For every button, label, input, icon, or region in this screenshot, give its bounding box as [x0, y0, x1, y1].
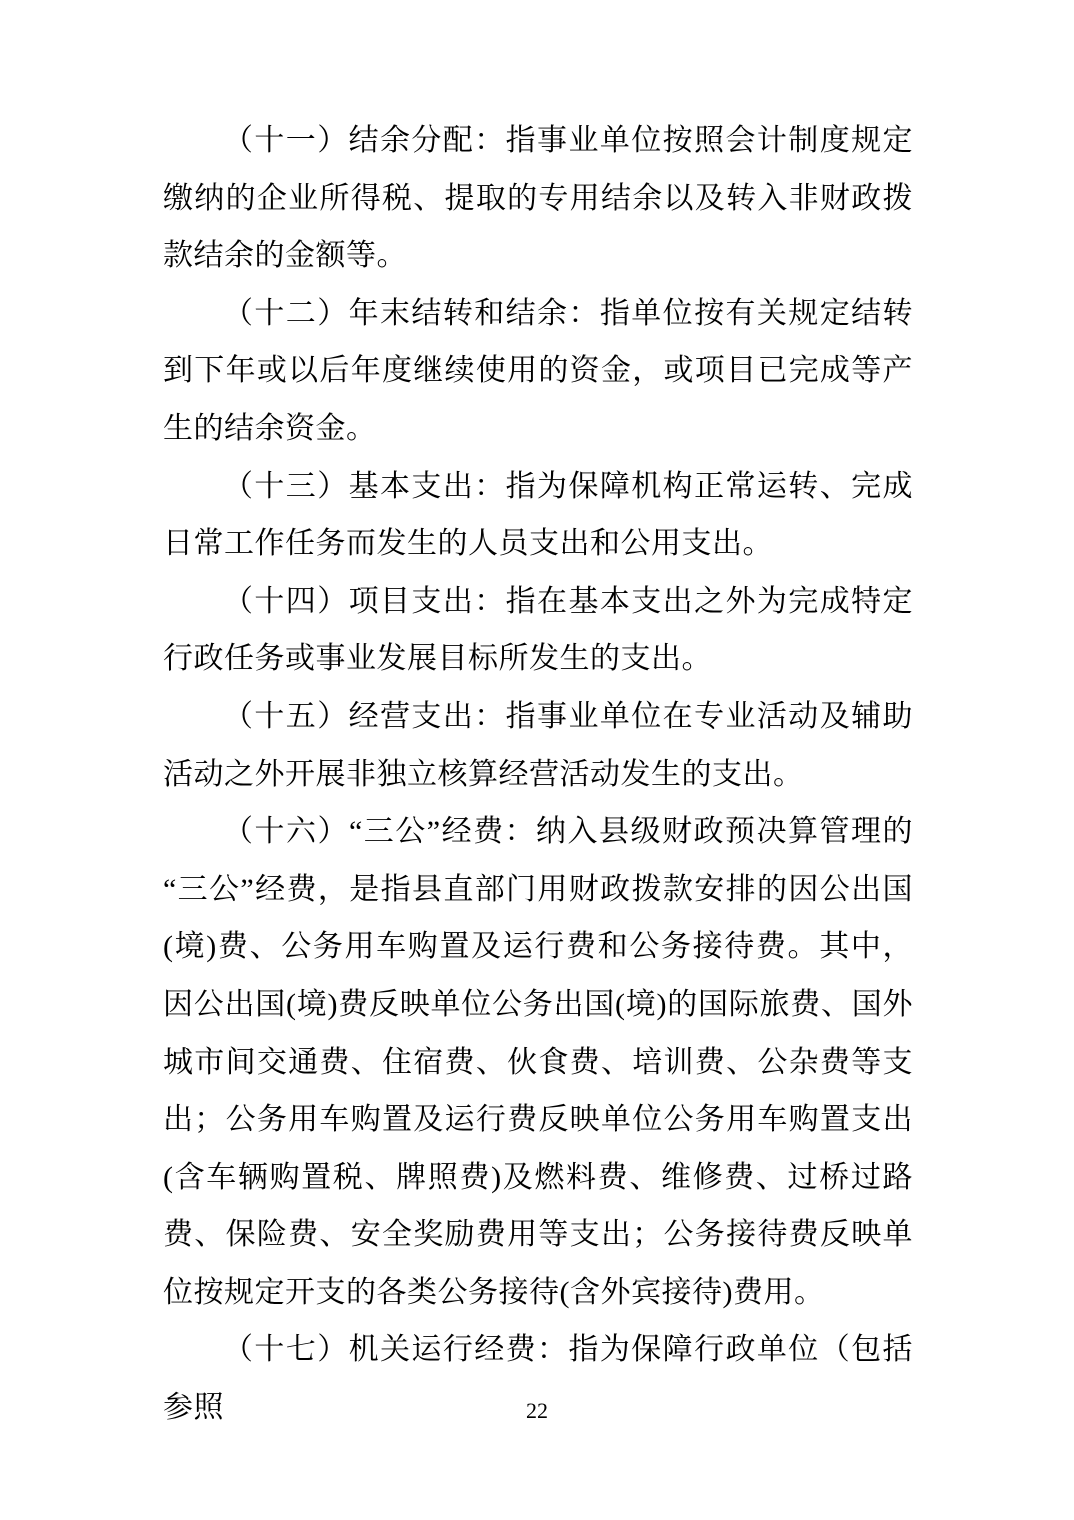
- paragraph-item-14-project-expenditure: （十四）项目支出：指在基本支出之外为完成特定行政任务或事业发展目标所发生的支出。: [163, 584, 913, 676]
- paragraph-item-12-year-end-carryover: （十二）年末结转和结余：指单位按有关规定结转到下年或以后年度继续使用的资金，或项目已完成等产生的结余资金。: [163, 296, 913, 445]
- paragraph-item-16-three-public-funds: （十六）“三公”经费：纳入县级财政预决算管理的“三公”经费，是指县直部门用财政拨款安排的因公出国(境)费、公务用车购置及运行费和公务接待费。其中，因公出国(境)费反映单位公务出国(境)的国际旅费、国外城市间交通费、住宿费、伙食费、培训费、公杂费等支出；公务用车购置及运行费反映单位公务用车购置支出(含车辆购置税、牌照费)及燃料费、维修费、过桥过路费、保险费、安全奖励费用等支出；公务接待费反映单位按规定开支的各类公务接待(含外宾接待)费用。: [163, 815, 913, 1309]
- page-footer: [0, 1398, 1074, 1424]
- paragraph-item-15-operating-expenditure: （十五）经营支出：指事业单位在专业活动及辅助活动之外开展非独立核算经营活动发生的支出。: [163, 699, 913, 791]
- paragraph-item-17-agency-operating-funds: （十七）机关运行经费：指为保障行政单位（包括参照: [163, 1333, 913, 1425]
- paragraph-item-13-basic-expenditure: （十三）基本支出：指为保障机构正常运转、完成日常工作任务而发生的人员支出和公用支出。: [163, 469, 913, 561]
- paragraph-item-11-surplus-distribution: （十一）结余分配：指事业单位按照会计制度规定缴纳的企业所得税、提取的专用结余以及转入非财政拨款结余的金额等。: [163, 124, 913, 273]
- document-body: [163, 112, 913, 1437]
- page-number: 22: [526, 1398, 548, 1423]
